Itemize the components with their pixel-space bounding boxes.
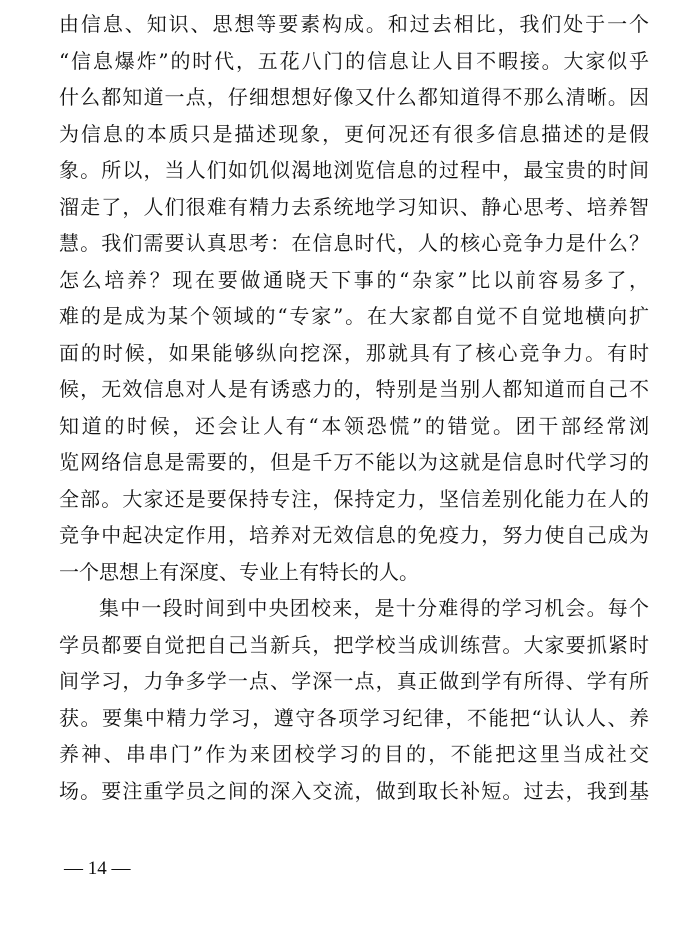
text-line: 溜走了，人们很难有精力去系统地学习知识、静心思考、培养智 (59, 194, 649, 219)
text-line: 难的是成为某个领域的“专家”。在大家都自觉不自觉地横向扩 (59, 304, 649, 328)
page-number: — 14 — (64, 858, 131, 879)
text-line: 象。所以，当人们如饥似渴地浏览信息的过程中，最宝贵的时间 (59, 158, 649, 182)
text-line: 学员都要自觉把自己当新兵，把学校当成训练营。大家要抓紧时 (59, 632, 649, 657)
text-line: 集中一段时间到中央团校来，是十分难得的学习机会。每个 (99, 596, 649, 620)
text-line: “信息爆炸”的时代，五花八门的信息让人目不暇接。大家似乎 (59, 48, 649, 73)
text-line: 慧。我们需要认真思考：在信息时代，人的核心竞争力是什么？ (59, 231, 649, 255)
text-line: 怎么培养？现在要做通晓天下事的“杂家”比以前容易多了， (59, 267, 649, 292)
text-line: 候，无效信息对人是有诱惑力的，特别是当别人都知道而自己不 (59, 377, 649, 401)
text-line: 知道的时候，还会让人有“本领恐慌”的错觉。团干部经常浏 (59, 413, 649, 438)
text-line: 面的时候，如果能够纵向挖深，那就具有了核心竞争力。有时 (59, 340, 649, 365)
body-text (59, 6, 649, 809)
text-line: 一个思想上有深度、专业上有特长的人。 (59, 559, 419, 584)
text-line: 览网络信息是需要的，但是千万不能以为这就是信息时代学习的 (59, 450, 649, 474)
text-line: 什么都知道一点，仔细想想好像又什么都知道得不那么清晰。因 (59, 85, 649, 109)
text-line: 场。要注重学员之间的深入交流，做到取长补短。过去，我到基 (59, 778, 649, 803)
text-line: 竞争中起决定作用，培养对无效信息的免疫力，努力使自己成为 (59, 523, 649, 547)
text-line: 养神、串串门”作为来团校学习的目的，不能把这里当成社交 (59, 742, 649, 766)
paragraph-1 (59, 6, 649, 590)
text-line: 由信息、知识、思想等要素构成。和过去相比，我们处于一个 (59, 12, 649, 36)
text-line: 全部。大家还是要保持专注，保持定力，坚信差别化能力在人的 (59, 486, 649, 511)
text-line: 间学习，力争多学一点、学深一点，真正做到学有所得、学有所 (59, 669, 649, 693)
text-line: 获。要集中精力学习，遵守各项学习纪律，不能把“认认人、养 (59, 705, 649, 730)
text-line: 为信息的本质只是描述现象，更何况还有很多信息描述的是假 (59, 121, 649, 146)
paragraph-2 (59, 590, 649, 809)
